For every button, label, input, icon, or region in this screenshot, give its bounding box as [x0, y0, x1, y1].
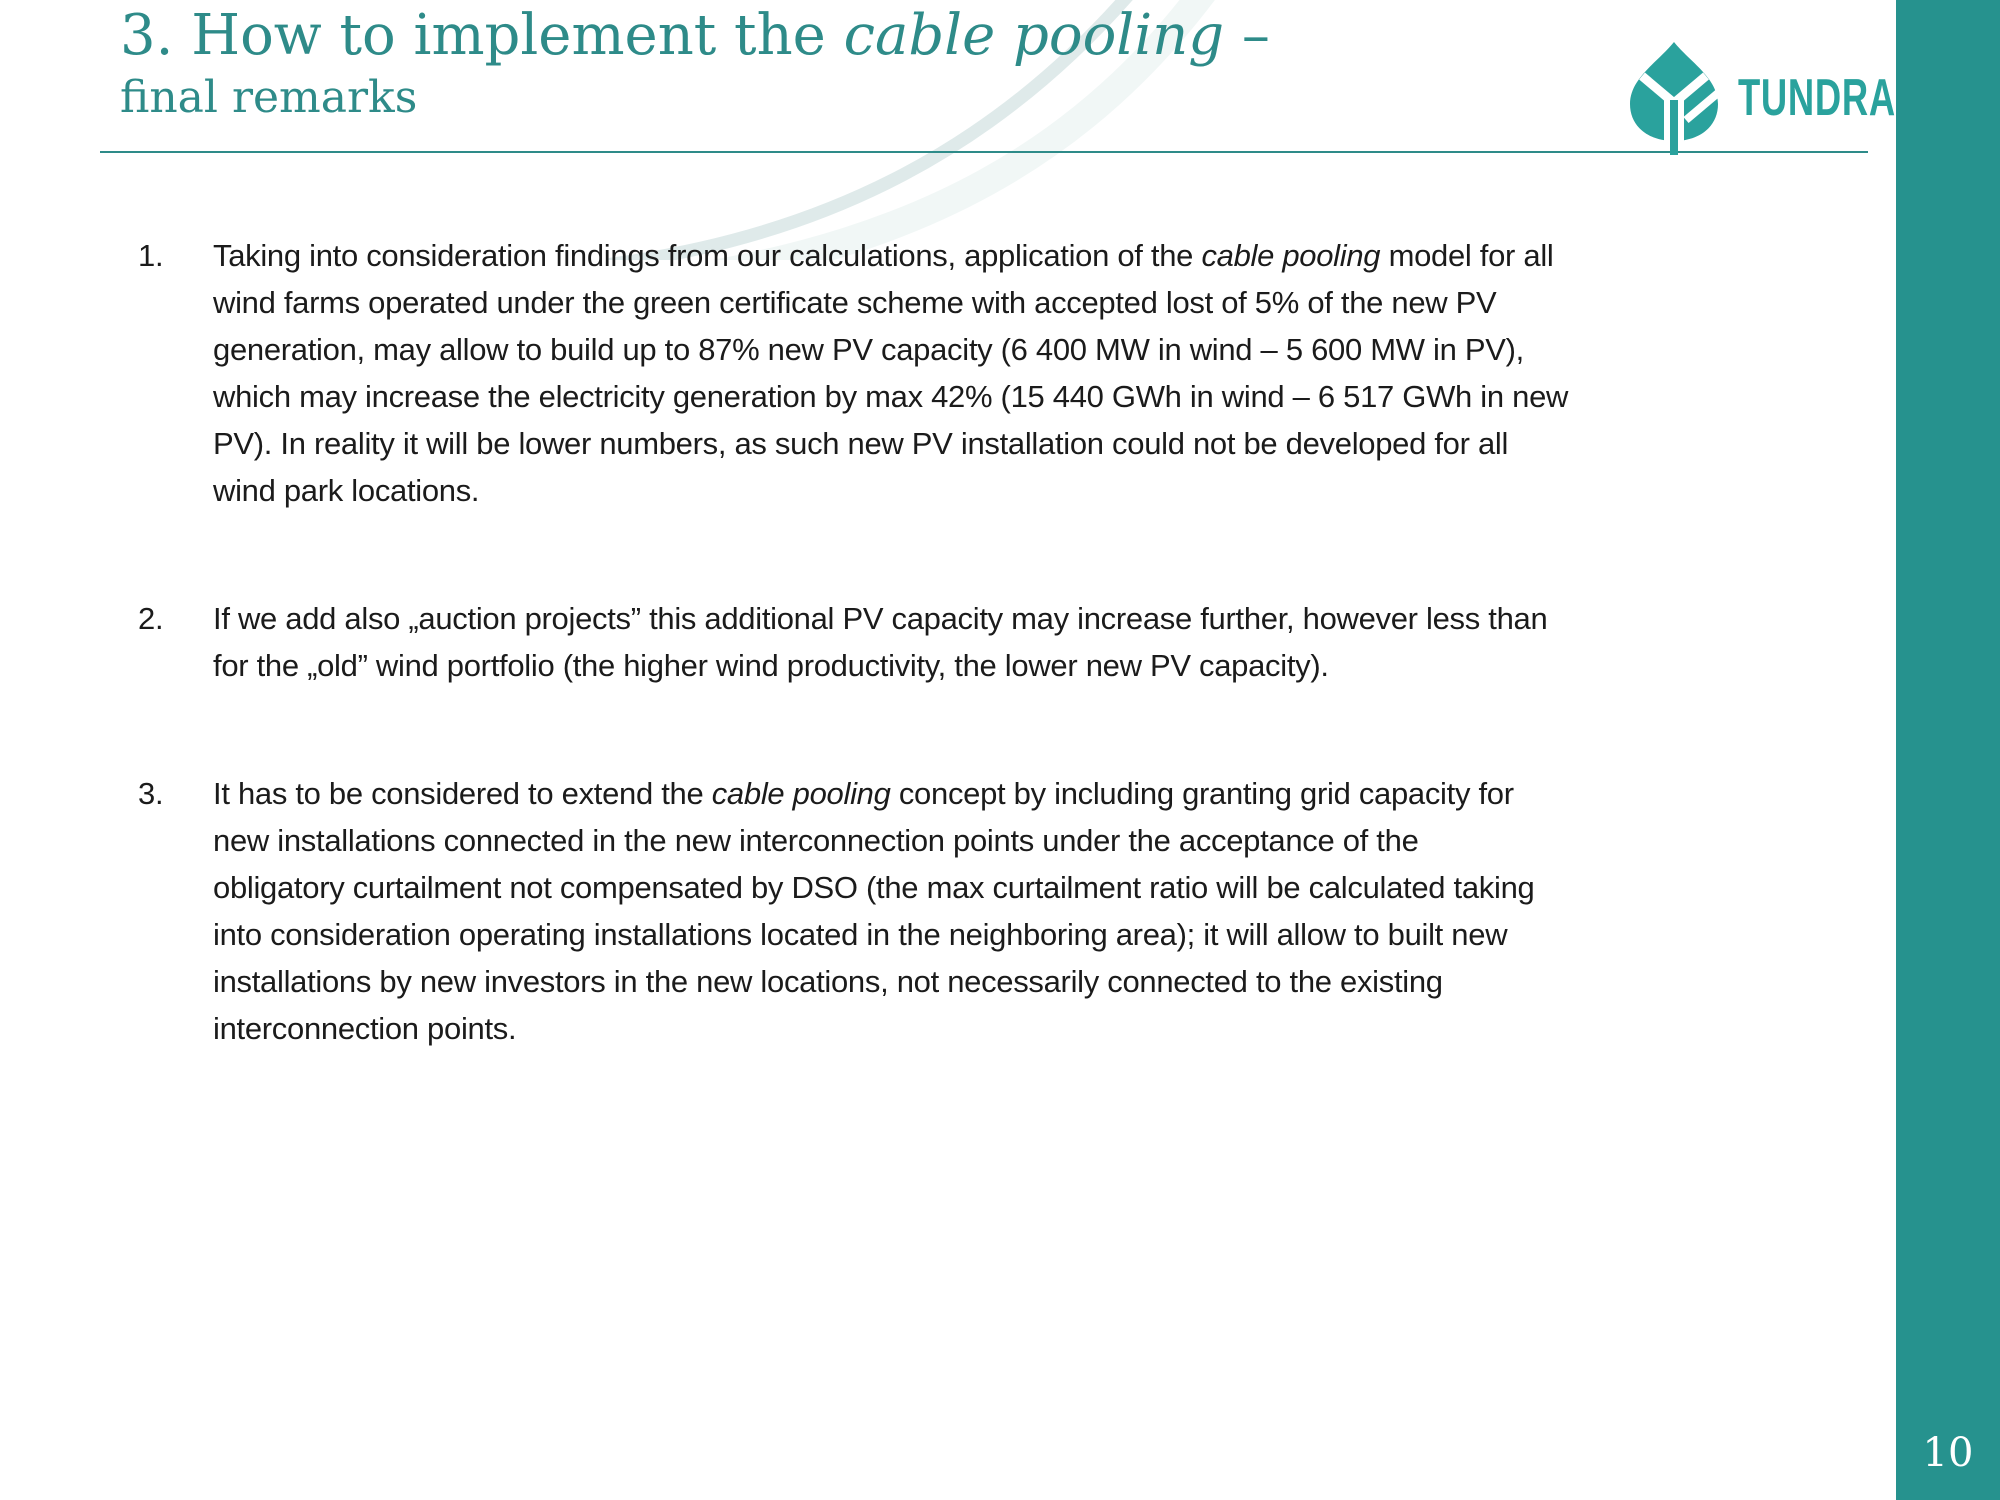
numbered-item — [138, 232, 1828, 514]
item-text — [213, 595, 1828, 689]
numbered-item — [138, 770, 1828, 1052]
page-subtitle: final remarks — [120, 72, 418, 123]
text-line: obligatory curtailment not compensated by DSO (the max curtailment ratio will be calculated taking — [213, 870, 1535, 905]
numbered-item — [138, 595, 1828, 689]
text-line: It has to be considered to extend the cable pooling concept by including granting grid capacity for — [213, 776, 1514, 811]
text-line: PV). In reality it will be lower numbers, as such new PV installation could not be developed for all — [213, 426, 1509, 461]
text-line: installations by new investors in the new locations, not necessarily connected to the existing — [213, 964, 1443, 999]
page-number: 10 — [1922, 1430, 1974, 1476]
text-line: which may increase the electricity generation by max 42% (15 440 GWh in wind – 6 517 GWh in new — [213, 379, 1569, 414]
item-text — [213, 232, 1828, 514]
slide-header — [120, 2, 1270, 126]
logo-wordmark: TUNDRA — [1738, 69, 1896, 127]
text-line: wind farms operated under the green certificate scheme with accepted lost of 5% of the new PV — [213, 285, 1497, 320]
tundra-logo — [1626, 40, 1896, 155]
item-text — [213, 770, 1828, 1052]
text-line: generation, may allow to build up to 87% new PV capacity (6 400 MW in wind – 5 600 MW in PV), — [213, 332, 1524, 367]
right-accent-band — [1896, 0, 2000, 1500]
text-line: for the „old” wind portfolio (the higher wind productivity, the lower new PV capacity). — [213, 648, 1329, 683]
item-number: 3. — [138, 776, 164, 811]
content-list — [138, 232, 1828, 1052]
text-line: interconnection points. — [213, 1011, 517, 1046]
page-title: 3. How to implement the cable pooling – — [120, 3, 1270, 68]
text-line: If we add also „auction projects” this additional PV capacity may increase further, however less than — [213, 601, 1548, 636]
item-number: 1. — [138, 238, 164, 273]
text-line: new installations connected in the new interconnection points under the acceptance of the — [213, 823, 1419, 858]
tundra-leaf-icon — [1626, 40, 1722, 155]
item-number: 2. — [138, 601, 164, 636]
text-line: into consideration operating installations located in the neighboring area); it will allow to built new — [213, 917, 1508, 952]
text-line: wind park locations. — [213, 473, 480, 508]
header-divider — [100, 151, 1868, 153]
text-line: Taking into consideration findings from our calculations, application of the cable pooling model for all — [213, 238, 1554, 273]
